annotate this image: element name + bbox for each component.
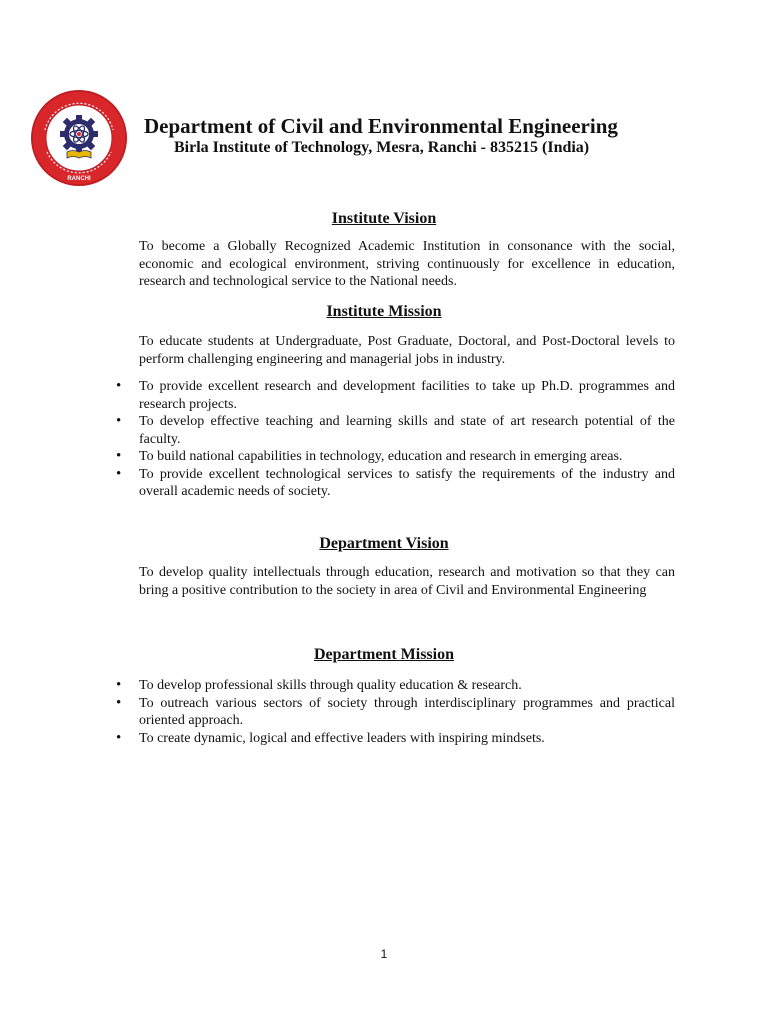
department-vision-text: To develop quality intellectuals through education, research and motivation so that they can bring a positive contribution to the society in area of Civil and Environmental Engineering — [139, 565, 675, 598]
list-item: • To provide excellent technological services to satisfy the requirements of the industry and overall academic needs of society. — [139, 466, 675, 501]
department-mission-list — [139, 677, 675, 747]
institute-logo — [27, 88, 131, 188]
list-item: • To provide excellent research and development facilities to take up Ph.D. programmes and research projects. — [139, 378, 675, 413]
institute-mission-text: To educate students at Undergraduate, Post Graduate, Doctoral, and Post-Doctoral levels to perform challenging engineering and managerial jobs in industry. — [139, 334, 675, 367]
institute-vision-text: To become a Globally Recognized Academic Institution in consonance with the social, economic and ecological environment, striving continuously for excellence in education, research and technological service to the National needs. — [139, 239, 675, 289]
list-item: • To create dynamic, logical and effective leaders with inspiring mindsets. — [139, 730, 675, 748]
institute-mission-list — [139, 378, 675, 501]
list-item: • To develop professional skills through quality education & research. — [139, 677, 675, 695]
list-item: • To outreach various sectors of society through interdisciplinary programmes and practical oriented approach. — [139, 695, 675, 730]
department-mission-heading: Department Mission — [314, 646, 454, 663]
list-item: • To build national capabilities in technology, education and research in emerging areas. — [139, 448, 675, 466]
institute-address: Birla Institute of Technology, Mesra, Ranchi - 835215 (India) — [174, 139, 590, 156]
department-title: Department of Civil and Environmental Engineering — [144, 114, 618, 138]
institute-mission-heading: Institute Mission — [326, 303, 442, 320]
bit-seal-icon — [27, 88, 131, 188]
department-vision-heading: Department Vision — [319, 535, 449, 552]
svg-text:RANCHI: RANCHI — [67, 176, 91, 182]
list-item: • To develop effective teaching and learning skills and state of art research potential of the faculty. — [139, 413, 675, 448]
institute-vision-heading: Institute Vision — [331, 210, 437, 227]
page-number: 1 — [380, 947, 388, 961]
